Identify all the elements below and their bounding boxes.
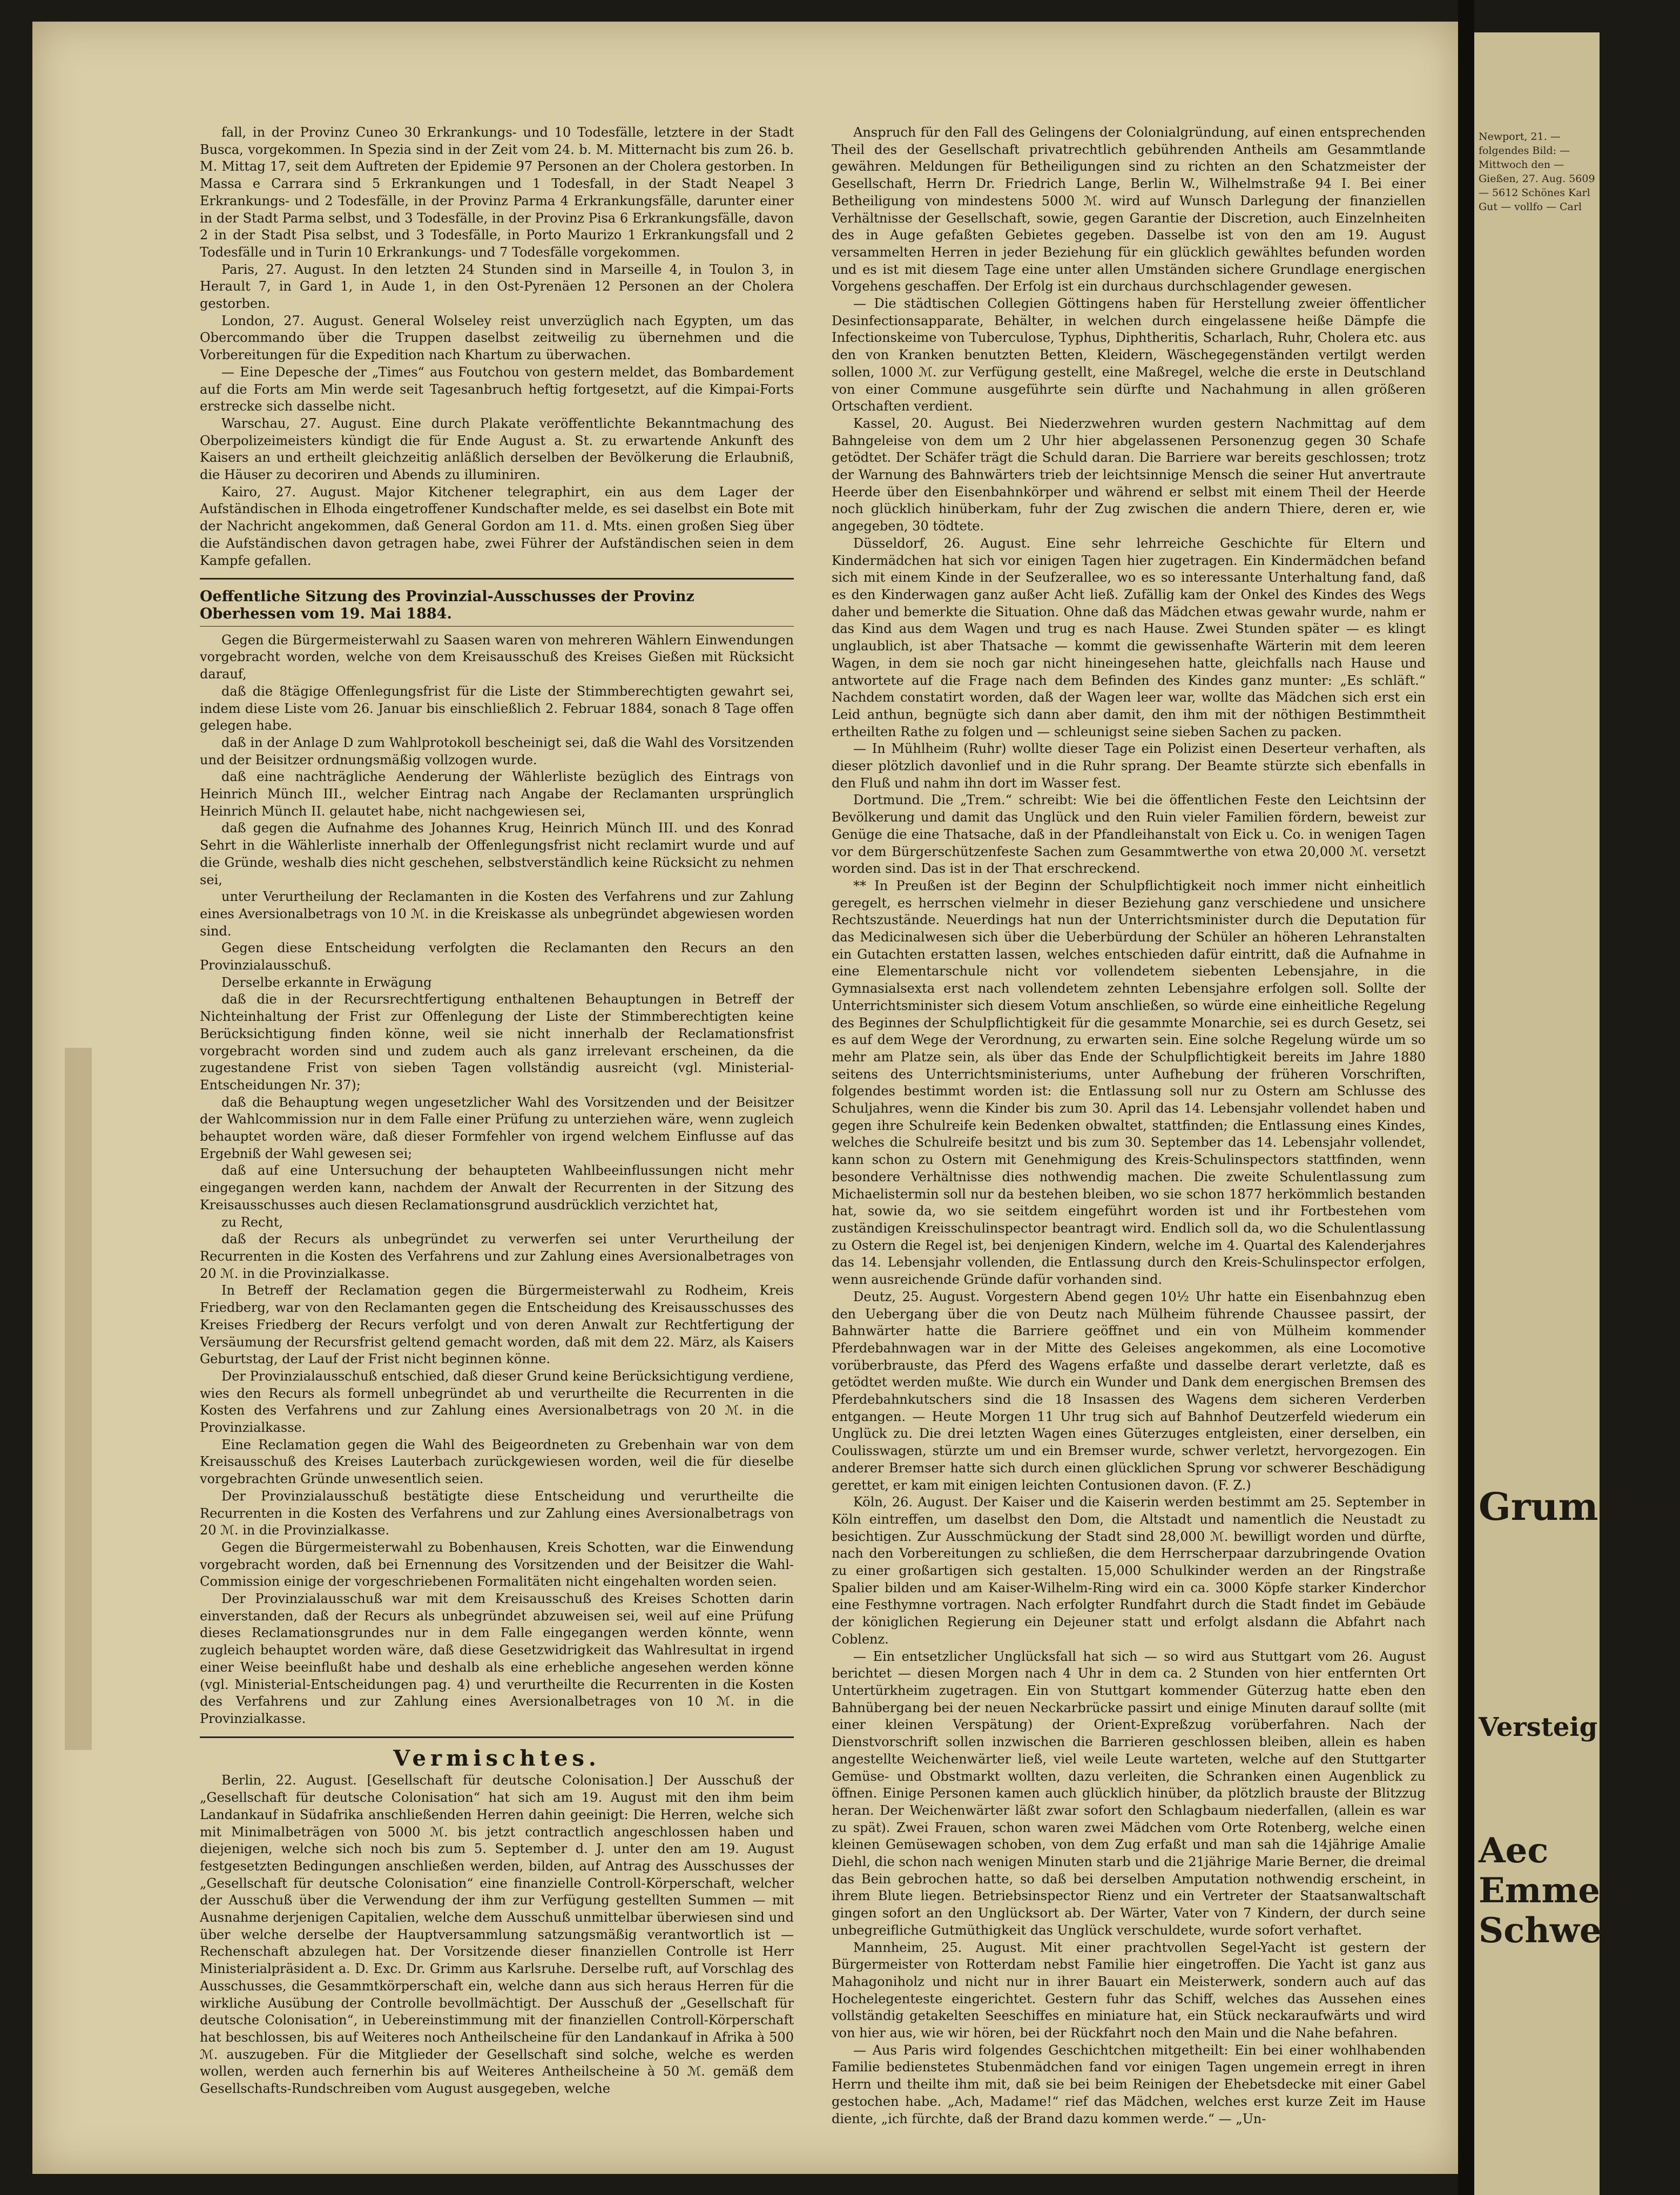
news-paragraph: Köln, 26. August. Der Kaiser und die Kaiserin werden bestimmt am 25. September in Köln eintreffen, um daselbst den Dom, die Altstadt und namentlich die Neustadt zu besichtigen. Zur Ausschmückung der Stadt sind 28,000 ℳ. bewilligt worden und dürfte, nach den Vorbereitungen zu schließen, die dem Herrscherpaar darzubringende Ovation zu einer großartigen sich gestalten. 15,000 Schulkinder werden an der Ringstraße Spalier bilden und am Kaiser-Wilhelm-Ring wird ein ca. 3000 Köpfe starker Kinderchor eine Festhymne vortragen. Nach erfolgter Rundfahrt durch die Stadt findet im Gebäude der königlichen Regierung ein Dejeuner statt und erfolgt alsdann die Abfahrt nach Coblenz. [832, 1494, 1426, 1647]
right-column [832, 124, 1426, 2127]
news-paragraph: Paris, 27. August. In den letzten 24 Stunden sind in Marseille 4, in Toulon 3, in Herault 7, in Gard 1, in Aude 1, in den Ost-Pyrenäen 12 Personen an der Cholera gestorben. [200, 261, 794, 312]
session-paragraph: daß die 8tägige Offenlegungsfrist für die Liste der Stimmberechtigten gewahrt sei, indem diese Liste vom 26. Januar bis einschließlich 2. Februar 1884, sonach 8 Tage offen gelegen habe. [200, 683, 794, 733]
session-paragraph: daß der Recurs als unbegründet zu verwerfen sei unter Verurtheilung der Recurrenten in die Kosten des Verfahrens und zur Zahlung eines Aversionalbetrages von 20 ℳ. in die Provinzialkasse. [200, 1231, 794, 1281]
session-paragraph: Der Provinzialausschuß bestätigte diese Entscheidung und verurtheilte die Recurrenten in die Kosten des Verfahrens und zur Zahlung eines Aversionalbetrags von 20 ℳ. in die Provinzialkasse. [200, 1488, 794, 1538]
news-paragraph: Warschau, 27. August. Eine durch Plakate veröffentlichte Bekanntmachung des Oberpolizeimeisters kündigt die für Ende August a. St. zu erwartende Ankunft des Kaisers an und ertheilt gleichzeitig anläßlich derselben der Bevölkerung die Erlaubniß, die Häuser zu decoriren und Abends zu illuminiren. [200, 415, 794, 483]
ad-heading-versteig: Versteig [1479, 1712, 1598, 1742]
adjacent-page [1474, 32, 1680, 2195]
session-paragraph: daß die in der Recursrechtfertigung enthaltenen Behauptungen in Betreff der Nichteinhaltung der Frist zur Offenlegung der Liste der Stimmberechtigten keine Berücksichtigung finden könne, weil sie nicht innerhalb der Reclamationsfrist vorgebracht worden sind und zudem auch als ganz irrelevant erscheinen, da die zugestandene Frist von sieben Tagen vollständig ausreicht (vgl. Ministerial-Entscheidungen Nr. 37); [200, 992, 794, 1093]
news-paragraph: — Die städtischen Collegien Göttingens haben für Herstellung zweier öffentlicher Desinfectionsapparate, Behälter, in welchen durch eingelassene heiße Dämpfe die Infectionskeime von Tuberculose, Typhus, Diphtheritis, Scharlach, Ruhr, Cholera etc. aus den von Kranken benutzten Betten, Kleidern, Wäschegegenständen vertilgt werden sollen, 1000 ℳ. zur Verfügung gestellt, eine Maßregel, welche die erste in Deutschland von einer Commune ausgeführte sein dürfte und Nachahmung in allen größeren Ortschaften verdient. [832, 296, 1426, 414]
session-paragraph: Gegen diese Entscheidung verfolgten die Reclamanten den Recurs an den Provinzialausschuß. [200, 940, 794, 973]
news-paragraph: — In Mühlheim (Ruhr) wollte dieser Tage ein Polizist einen Deserteur verhaften, als dieser plötzlich davonlief und in die Ruhr sprang. Der Beamte stürzte sich ebenfalls in den Fluß und nahm ihn dort im Wasser fest. [832, 741, 1426, 791]
news-paragraph: Düsseldorf, 26. August. Eine sehr lehrreiche Geschichte für Eltern und Kindermädchen hat sich vor einigen Tagen hier zugetragen. Ein Kindermädchen befand sich mit einem Kinde in der Seufzerallee, wo es so interessante Unterhaltung fand, daß es den Kinderwagen ganz außer Acht ließ. Zufällig kam der Onkel des Kindes des Wegs daher und bemerkte die Situation. Ohne daß das Mädchen etwas gewahr wurde, nahm er das Kind aus dem Wagen und trug es nach Hause. Zwei Stunden später — es klingt unglaublich, ist aber Thatsache — kommt die gewissenhafte Wärterin mit dem leeren Wagen, in dem sie noch gar nicht hineingesehen hatte, gleichfalls nach Hause und antwortete auf die Frage nach dem Befinden des Kindes ganz munter: „Es schläft.“ Nachdem constatirt worden, daß der Wagen leer war, wollte das Mädchen sich erst ein Leid anthun, begnügte sich dann aber damit, den ihm mit der nöthigen Bestimmtheit ertheilten Rathe zu folgen und — schleunigst seine sieben Sachen zu packen. [832, 535, 1426, 739]
binding-gutter [1458, 0, 1474, 2195]
session-paragraph: Der Provinzialausschuß war mit dem Kreisausschuß des Kreises Schotten darin einverstanden, daß der Recurs als unbegründet abzuweisen sei, weil auf eine Prüfung dieses Reclamationsgrundes nur in dem Falle eingegangen werden könnte, wenn zugleich behauptet worden wäre, daß diese Gesetzwidrigkeit das Wahlresultat in irgend einer Weise beeinflußt habe und deshalb als eine erhebliche angesehen werden könne (vgl. Ministerial-Entscheidungen pag. 4) und verurtheilte die Recurrenten in die Kosten des Verfahrens und zur Zahlung eines Aversionalbetrages von 10 ℳ. in die Provinzialkasse. [200, 1591, 794, 1726]
news-paragraph: ** In Preußen ist der Beginn der Schulpflichtigkeit noch immer nicht einheitlich geregelt, es herrschen vielmehr in dieser Beziehung ganz verschiedene und unsichere Rechtszustände. Neuerdings hat nun der Unterrichtsminister durch die Deputation für das Medicinalwesen sich über die Ueberbürdung der Schüler an höheren Lehranstalten ein Gutachten erstatten lassen, welches entschieden dafür eintritt, daß die Aufnahme in eine Elementarschule nicht vor vollendetem siebenten Lebensjahre, in die Gymnasialsexta erst nach vollendetem zehnten Lebensjahre erfolgen soll. Sollte der Unterrichtsminister sich diesem Votum anschließen, so würde eine einheitliche Regelung des Beginnes der Schulpflichtigkeit für die gesammte Monarchie, sei es durch Gesetz, sei es auf dem Wege der Verordnung, zu erwarten sein. Eine solche Regelung würde um so mehr am Platze sein, als über das Ende der Schulpflichtigkeit bereits im Jahre 1880 seitens des Unterrichtsministeriums, unter Aufhebung der früheren Vorschriften, folgendes bestimmt worden ist: die Entlassung soll nur zu Ostern am Schlusse des Schuljahres, wenn die Kinder bis zum 30. April das 14. Lebensjahr vollendet haben und gegen ihre Schulreife kein Bedenken obwaltet, stattfinden; die Entlassung eines Kindes, welches die Schulreife besitzt und bis zum 30. September das 14. Lebensjahr vollendet, kann schon zu Ostern mit Genehmigung des Kreis-Schulinspectors stattfinden, wenn besondere Verhältnisse dies nothwendig machen. Die zweite Schulentlassung zum Michaelistermin soll nur da bestehen bleiben, wo sie schon 1877 herkömmlich bestanden hat, sowie da, wo sie seitdem eingeführt worden ist und ihr Fortbestehen vom zuständigen Kreisschulinspector beantragt wird. Endlich soll da, wo die Schulentlassung zu Ostern die Regel ist, bei denjenigen Kindern, welche im 4. Quartal des Kalenderjahres das 14. Lebensjahr vollenden, die Entlassung durch den Kreis-Schulinspector erfolgen, wenn ausreichende Gründe dafür vorhanden sind. [832, 878, 1426, 1288]
session-paragraph: daß eine nachträgliche Aenderung der Wählerliste bezüglich des Eintrags von Heinrich Münch III., welcher Eintrag nach Angabe der Reclamanten ursprünglich Heinrich Münch II. gelautet habe, nicht nachgewiesen sei, [200, 769, 794, 819]
news-paragraph: Mannheim, 25. August. Mit einer prachtvollen Segel-Yacht ist gestern der Bürgermeister von Rotterdam nebst Familie hier eingetroffen. Die Yacht ist ganz aus Mahagoniholz und nicht nur in ihrer Bauart ein Meisterwerk, sondern auch auf das Hochelegenteste eingerichtet. Gestern fuhr das Schiff, welches das Aussehen eines vollständig getakelten Seeschiffes en miniature hat, ein Stück neckaraufwärts und wird von hier aus, wie wir hören, bei der Rückfahrt noch den Main und die Nahe befahren. [832, 1940, 1426, 2041]
news-paragraph: — Ein entsetzlicher Unglücksfall hat sich — so wird aus Stuttgart vom 26. August berichtet — diesen Morgen nach 4 Uhr in dem ca. 2 Stunden von hier entfernten Ort Untertürkheim zugetragen. Ein von Stuttgart kommender Güterzug hatte eben den Bahnübergang bei der neuen Neckarbrücke passirt und einige Minuten darauf sollte (mit einer kleinen Verspätung) der Orient-Expreßzug vorüberfahren. Nach der Dienstvorschrift sollen inzwischen die Barrieren geschlossen bleiben, allein es haben angestellte Weichenwärter ließ, viel weile Leute warteten, welche auf den Stuttgarter Gemüse- und Obstmarkt wollten, dazu verleiten, die Schranken einen Augenblick zu öffnen. Einige Personen kamen auch glücklich hinüber, da plötzlich brauste der Blitzzug heran. Der Weichenwärter läßt zwar sofort den Schlagbaum niederfallen, (allein es war zu spät). Zwei Frauen, schon waren zwei Mädchen vom Orte Rotenberg, welche einen kleinen Gemüsewagen schoben, von dem Zug erfaßt und man sah die 14jährige Amalie Diehl, die schon nach wenigen Minuten starb und die 21jährige Marie Berner, die dreimal das Bein gebrochen hatte, so daß bei derselben Amputation nothwendig erscheint, in ihrem Blute liegen. Betriebsinspector Rienz und ein Vertreter der Staatsanwaltschaft gingen sofort an den Unglücksort ab. Der Wärter, Vater von 7 Kindern, der durch seine unbegreifliche Gutmüthigkeit das Unglück verschuldete, wurde sofort verhaftet. [832, 1648, 1426, 1938]
section-divider [200, 578, 794, 580]
session-paragraph: Eine Reclamation gegen die Wahl des Beigeordneten zu Grebenhain war von dem Kreisausschuß des Kreises Lauterbach zurückgewiesen worden, weil die für dieselbe vorgebrachten Gründe unwesentlich seien. [200, 1437, 794, 1487]
news-paragraph: — Eine Depesche der „Times“ aus Foutchou von gestern meldet, das Bombardement auf die Forts am Min werde seit Tagesanbruch heftig fortgesetzt, auf die Kimpai-Forts erstrecke sich dasselbe nicht. [200, 364, 794, 414]
session-paragraph: daß auf eine Untersuchung der behaupteten Wahlbeeinflussungen nicht mehr eingegangen werden kann, nachdem der Anwalt der Recurrenten in der Sitzung des Kreisausschusses auch diesen Reclamationsgrund ausdrücklich verzichtet hat, [200, 1163, 794, 1213]
ad-heading-grummet: Grummet [1479, 1484, 1680, 1529]
adjacent-page-fine-print: Newport, 21. — folgendes Bild: — Mittwoch den — Gießen, 27. Aug. 5609 — 5612 Schönes Karl Gut — vollfo — Carl [1479, 131, 1595, 213]
session-paragraph: Der Provinzialausschuß entschied, daß dieser Grund keine Berücksichtigung verdiene, wies den Recurs als formell unbegründet ab und verurtheilte die Recurrenten in die Kosten des Verfahrens und zur Zahlung eines Aversionalbetrags von 20 ℳ. in die Provinzialkasse. [200, 1368, 794, 1436]
session-paragraph: daß die Behauptung wegen ungesetzlicher Wahl des Vorsitzenden und der Beisitzer der Wahlcommission nur in dem Falle einer Prüfung zu unterziehen wäre, wenn zugleich behauptet worden wäre, daß dieser Formfehler von irgend welchem Einflusse auf das Ergebniß der Wahl gewesen sei; [200, 1094, 794, 1161]
session-paragraph: Gegen die Bürgermeisterwahl zu Saasen waren von mehreren Wählern Einwendungen vorgebracht worden, welche von dem Kreisausschuß des Kreises Gießen mit Rücksicht darauf, [200, 632, 794, 682]
misc-paragraph: Berlin, 22. August. [Gesellschaft für deutsche Colonisation.] Der Ausschuß der „Gesellschaft für deutsche Colonisation“ hat sich am 19. August mit den ihm beim Landankauf in Südafrika anschließenden Herren dahin geeinigt: Die Herren, welche sich mit Minimalbeträgen von 5000 ℳ. bis jetzt contractlich angeschlossen haben und diejenigen, welche sich noch bis zum 5. September d. J. unter den am 19. August festgesetzten Bedingungen anschließen werden, bilden, auf Antrag des Ausschusses der „Gesellschaft für deutsche Colonisation“ eine finanzielle Controll-Körperschaft, welcher der Ausschuß über die Verwendung der ihm zur Verfügung gestellten Summen — mit Ausnahme derjenigen Capitalien, welche dem Ausschuß unmittelbar überwiesen sind und über welche derselbe der Hauptversammlung satzungsmäßig verantwortlich ist — Rechenschaft abzulegen hat. Der Vorsitzende dieser finanziellen Controlle ist Herr Ministerialpräsident a. D. Exc. Dr. Grimm aus Karlsruhe. Derselbe ruft, auf Vorschlag des Ausschusses, die Gesammtkörperschaft ein, welche dann aus sich heraus Herren für die wirkliche Ausübung der Controlle bevollmächtigt. Der Ausschuß der „Gesellschaft für deutsche Colonisation“, in Uebereinstimmung mit der finanziellen Controll-Körperschaft hat beschlossen, bis auf Weiteres noch Antheilscheine für den Landankauf in Afrika à 500 ℳ. auszugeben. Für die Mitglieder der Gesellschaft sind solche, welche es werden wollen, werden auch fernerhin bis auf Weiteres Antheilscheine à 50 ℳ. gemäß dem Gesellschafts-Rundschreiben vom August ausgegeben, welche [200, 1773, 794, 2097]
news-paragraph: Kairo, 27. August. Major Kitchener telegraphirt, ein aus dem Lager der Aufständischen in Elhoda eingetroffener Kundschafter melde, es sei daselbst ein Bote mit der Nachricht angekommen, daß General Gordon am 11. d. Mts. einen großen Sieg über die Aufständischen davon getragen habe, zwei Führer der Aufständischen seien in dem Kampfe gefallen. [200, 484, 794, 568]
left-column [200, 124, 794, 2098]
news-paragraph: Kassel, 20. August. Bei Niederzwehren wurden gestern Nachmittag auf dem Bahngeleise von dem um 2 Uhr hier abgelassenen Personenzug gegen 30 Schafe getödtet. Der Schäfer trägt die Schuld daran. Die Barriere war bereits geschlossen; trotz der Warnung des Bahnwärters trieb der leichtsinnige Mensch die seiner Hut anvertraute Heerde über den Eisenbahnkörper und während er selbst mit einem Theil der Heerde noch glücklich hinüberkam, fuhr der Zug zwischen die andern Thiere, deren er, wie angegeben, 30 tödtete. [832, 415, 1426, 534]
news-paragraph: — Aus Paris wird folgendes Geschichtchen mitgetheilt: Ein bei einer wohlhabenden Familie bedienstetes Stubenmädchen fand vor einigen Tagen ungemein erregt in ihren Herrn und theilte ihm mit, daß sie bei beim Reinigen der Ehebetsdecke mit einer Gabel gestochen habe. „Ach, Madame!“ rief das Mädchen, welches erst kurze Zeit im Hause diente, „ich fürchte, daß der Brand dazu kommen werde.“ — „Un- [832, 2042, 1426, 2126]
session-paragraph: Derselbe erkannte in Erwägung [221, 974, 432, 990]
session-heading: Oeffentliche Sitzung des Provinzial-Ausschusses der Provinz Oberhessen vom 19. Mai 1884. [200, 588, 694, 622]
session-paragraph: daß gegen die Aufnahme des Johannes Krug, Heinrich Münch III. und des Konrad Sehrt in die Wählerliste innerhalb der Offenlegungsfrist nicht reclamirt wurde und auf die Gründe, weshalb dies nicht geschehen, selbstverständlich keine Rücksicht zu nehmen sei, [200, 820, 794, 887]
misc-section-heading: Vermischtes. [393, 1745, 601, 1771]
news-paragraph: London, 27. August. General Wolseley reist unverzüglich nach Egypten, um das Obercommando über die Truppen daselbst zeitweilig zu übernehmen und die Vorbereitungen für die Expedition nach Khartum zu überwachen. [200, 313, 794, 363]
session-paragraph: zu Recht, [221, 1214, 284, 1230]
news-paragraph: fall, in der Provinz Cuneo 30 Erkrankungs- und 10 Todesfälle, letztere in der Stadt Busca, vorgekommen. In Spezia sind in der Zeit vom 24. b. M. Mitternacht bis zum 26. b. M. Mittag 17, seit dem Auftreten der Epidemie 97 Personen an der Cholera gestorben. In Massa e Carrara sind 5 Erkrankungen und 1 Todesfall, in der Stadt Neapel 3 Erkrankungs- und 2 Todesfälle, in der Provinz Parma 4 Erkrankungsfälle, darunter einer in der Stadt Parma selbst, und 3 Todesfälle, in der Provinz Pisa 6 Erkrankungsfälle, davon 2 in der Stadt Pisa selbst, und 3 Todesfälle, in Porto Maurizo 1 Erkrankungsfall und 2 Todesfälle und in Turin 10 Erkrankungs- und 7 Todesfälle vorgekommen. [200, 125, 794, 260]
session-paragraph: daß in der Anlage D zum Wahlprotokoll bescheinigt sei, daß die Wahl des Vorsitzenden und der Beisitzer ordnungsmäßig vollzogen wurde. [200, 735, 794, 767]
news-paragraph: Deutz, 25. August. Vorgestern Abend gegen 10½ Uhr hatte ein Eisenbahnzug eben den Uebergang über die von Deutz nach Mülheim führende Chaussee passirt, der Bahnwärter hatte die Barriere geöffnet und ein von Mülheim kommender Pferdebahnwagen war in der Mitte des Geleises angekommen, als eine Locomotive vorüberbrauste, das Pferd des Wagens erfaßte und dasselbe derart verletzte, daß es getödtet werden mußte. Wie durch ein Wunder und Dank dem energischen Bremsen des Pferdebahnkutschers sind die 18 Insassen des Wagens dem sicheren Verderben entgangen. — Heute Morgen 11 Uhr trug sich auf Bahnhof Deutzerfeld wiederum ein Unglück zu. Die drei letzten Wagen eines Güterzuges entgleisten, einer derselben, ein Coulisswagen, stürzte um und ein Bremser wurde, schwer verletzt, hervorgezogen. Ein anderer Bremser hatte sich durch einen glücklichen Sprung vor schwerer Beschädigung gerettet, er kam mit einigen leichten Contusionen davon. (F. Z.) [832, 1289, 1426, 1493]
session-paragraph: unter Verurtheilung der Reclamanten in die Kosten des Verfahrens und zur Zahlung eines Aversionalbetrags von 10 ℳ. in die Kreiskasse als unbegründet abgewiesen worden sind. [200, 889, 794, 939]
session-paragraph: Gegen die Bürgermeisterwahl zu Bobenhausen, Kreis Schotten, war die Einwendung vorgebracht worden, daß bei Ernennung des Vorsitzenden und der Beisitzer die Wahl-Commission einige der vorgeschriebenen Formalitäten nicht eingehalten worden seien. [200, 1539, 794, 1590]
paper-stain [65, 1048, 92, 1750]
section-divider [200, 1736, 794, 1738]
news-paragraph: Anspruch für den Fall des Gelingens der Colonialgründung, auf einen entsprechenden Theil des der Gesellschaft privatrechtlich gebührenden Antheils am Gesammtlande gewähren. Meldungen für Betheiligungen sind zu richten an den Schatzmeister der Gesellschaft, Herrn Dr. Friedrich Lange, Berlin W., Wilhelmstraße 94 I. Bei einer Betheiligung von mindestens 5000 ℳ. wird auf Wunsch Darlegung der finanziellen Verhältnisse der Gesellschaft, sowie, gegen Garantie der Discretion, auch Einzelnheiten des in Auge gefaßten Gebietes gegeben. Dasselbe ist von den am 19. August versammelten Herren in jeder Beziehung für ein glücklich gewähltes befunden worden und es ist mit diesem Tage eine unter allen Umständen sichere Grundlage energischen Vorgehens geschaffen. Der Erfolg ist ein durchaus durchschlagender gewesen. [832, 125, 1426, 294]
news-paragraph: Dortmund. Die „Trem.“ schreibt: Wie bei die öffentlichen Feste den Leichtsinn der Bevölkerung und damit das Unglück und den Ruin vieler Familien fördern, beweist zur Genüge die eine Thatsache, daß in der Pfandleihanstalt von Eick u. Co. in wenigen Tagen vor dem Bürgerschützenfeste Sachen zum Gesammtwerthe von etwa 20,000 ℳ. versetzt worden sind. Das ist in der That erschreckend. [832, 792, 1426, 877]
heading-underline [200, 626, 794, 627]
ad-heading-emmen: Aec Emmen Schwei [1479, 1830, 1625, 1951]
session-paragraph: In Betreff der Reclamation gegen die Bürgermeisterwahl zu Rodheim, Kreis Friedberg, war von den Reclamanten gegen die Entscheidung des Kreisausschusses des Kreises Friedberg der Recurs verfolgt und von deren Anwalt zur Rechtfertigung der Versäumung der Recursfrist geltend gemacht worden, daß mit dem 22. März, als Kaisers Geburtstag, der Lauf der Frist nicht beginnen könne. [200, 1283, 794, 1367]
